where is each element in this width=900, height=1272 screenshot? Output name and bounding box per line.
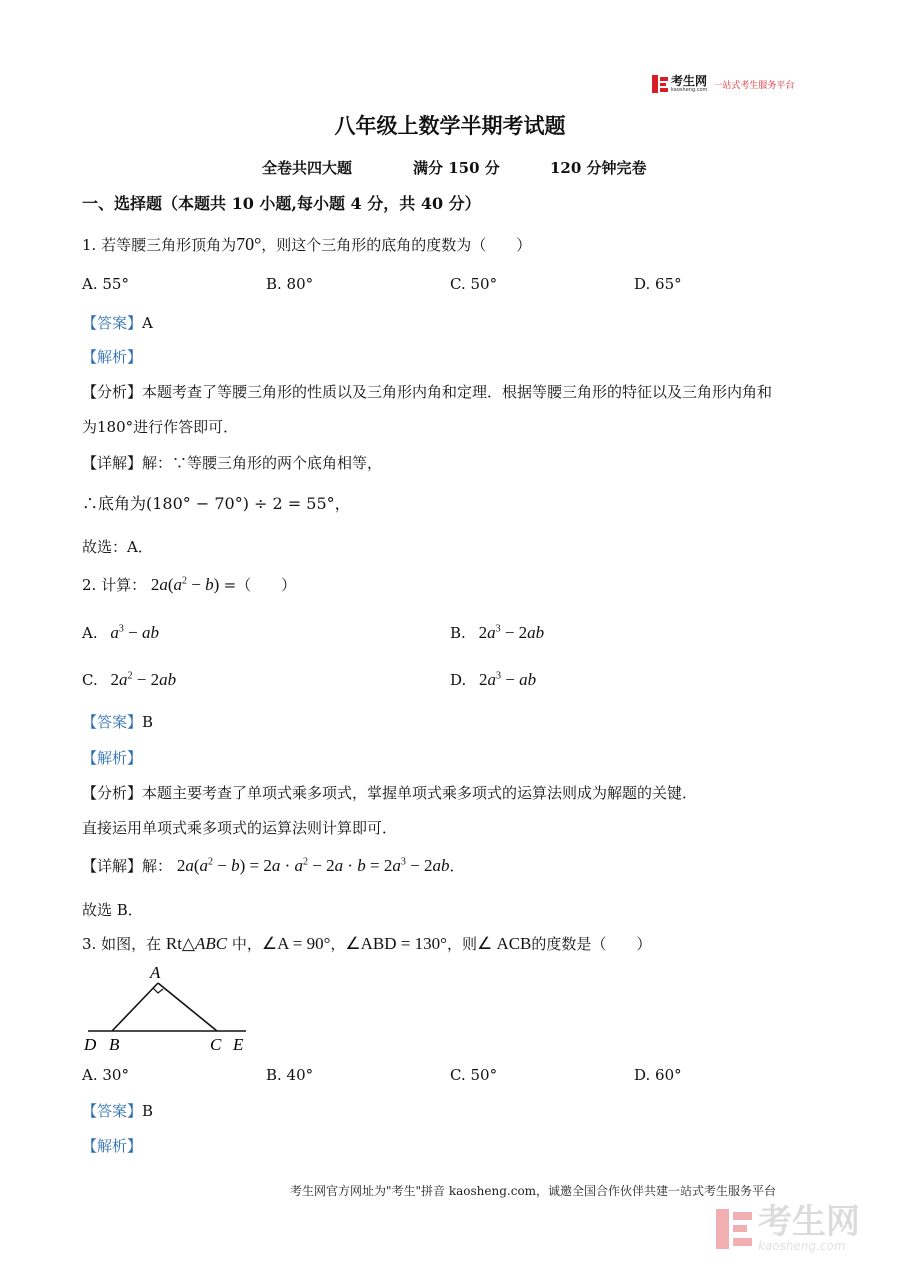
q1-fenxi-line2: 为180°进行作答即可．	[82, 418, 239, 436]
q1-answer	[82, 312, 153, 333]
q3-angle-abd: ∠ABD = 130°	[345, 934, 447, 953]
fenxi-text: 本题主要考查了单项式乘多项式，掌握单项式乘多项式的运算法则成为解题的关键．	[142, 784, 698, 802]
side-ab	[112, 983, 158, 1031]
page-title: 八年级上数学半期考试题	[334, 113, 566, 138]
watermark-logo-icon	[716, 1209, 752, 1249]
q2-expression: $2a(a^2 - b)$	[150, 575, 224, 594]
q3-triangle-figure	[80, 962, 260, 1054]
detail-text: 解：∵等腰三角形的两个底角相等，	[142, 454, 383, 472]
label-a: A	[150, 963, 161, 982]
option-math: $a^3$ − ab	[110, 623, 159, 642]
q1-option-a: A. 55°	[82, 275, 129, 293]
q1-stem	[82, 234, 531, 255]
q2-conclusion: 故选 B．	[82, 901, 143, 919]
detail-tag: 【详解】	[82, 454, 143, 472]
q2-stem-prefix: 2. 计算：	[82, 576, 147, 594]
logo-brand: 考生网	[671, 73, 708, 88]
analysis-tag: 【解析】	[82, 749, 143, 767]
q2-option-d	[450, 670, 536, 690]
label-b: B	[109, 1035, 120, 1054]
q3-answer	[82, 1100, 153, 1121]
q1-fenxi-line1	[82, 381, 772, 402]
logo-slogan: 一站式考生服务平台	[713, 80, 795, 91]
q1-detail-line1	[82, 452, 382, 473]
option-math: $2a^2 - 2ab$	[110, 670, 177, 689]
answer-tag: 【答案】	[82, 713, 143, 731]
label-e: E	[233, 1035, 244, 1054]
q3-option-a: A. 30°	[82, 1066, 129, 1084]
option-math: $2a^3 - 2ab$	[478, 623, 545, 642]
answer-value: B	[142, 1102, 154, 1120]
footer-text: 考生网官方网址为"考生"拼音 kaosheng.com，诚邀全国合作伙伴共建一站式考生服务平台	[290, 1184, 777, 1198]
q2-stem	[82, 574, 296, 595]
watermark	[716, 1202, 860, 1253]
right-angle-mark	[153, 988, 163, 993]
q2-detail-math: $2a(a^2 - b) = 2a \cdot a^2 - 2a \cdot b = 2a^3 - 2ab$	[176, 856, 450, 875]
q3-option-d: D. 60°	[634, 1066, 682, 1084]
label-d: D	[84, 1035, 97, 1054]
watermark-text: 考生网	[758, 1202, 860, 1242]
q1-option-b: B. 80°	[266, 275, 314, 293]
q1-detail-line2: ∴底角为(180° − 70°) ÷ 2 = 55°，	[82, 494, 351, 513]
logo-icon	[652, 75, 668, 93]
option-letter: B.	[450, 624, 466, 642]
label-c: C	[210, 1035, 222, 1054]
q2-answer	[82, 711, 153, 732]
q3-option-b: B. 40°	[266, 1066, 314, 1084]
q1-stem-math: 70°	[236, 234, 262, 254]
q3-angle-acb: ∠ ACB	[476, 934, 532, 953]
q1-option-d: D. 65°	[634, 275, 682, 293]
option-letter: A.	[82, 624, 98, 642]
answer-tag: 【答案】	[82, 1102, 143, 1120]
fenxi-tag: 【分析】	[82, 383, 143, 401]
q3-sep: ，	[330, 935, 346, 953]
detail-prefix: 解：	[142, 857, 173, 875]
q2-option-b	[450, 623, 544, 643]
subtitle-part: 满分 150 分	[413, 159, 500, 177]
analysis-tag: 【解析】	[82, 348, 143, 366]
q2-stem-suffix: =（ ）	[223, 576, 297, 594]
detail-tag: 【详解】	[82, 857, 143, 875]
q2-option-a	[82, 623, 159, 643]
q2-fenxi-line2: 直接运用单项式乘多项式的运算法则计算即可．	[82, 819, 398, 837]
q3-angle-a: ∠A = 90°	[261, 934, 331, 953]
subtitle-part: 全卷共四大题	[262, 159, 353, 177]
q3-abc: ABC	[195, 934, 228, 953]
side-ac	[158, 983, 217, 1031]
option-letter: C.	[82, 671, 98, 689]
header-logo	[652, 73, 794, 95]
q3-stem-tail: ，则	[446, 935, 477, 953]
answer-value: A	[142, 314, 153, 332]
logo-brand-sub: kaosheng.com	[671, 86, 708, 93]
q3-stem-end: 的度数是（ ）	[531, 935, 652, 953]
section-heading: 一、选择题（本题共 10 小题,每小题 4 分，共 40 分）	[82, 194, 481, 213]
option-math: $2a^3$ − ab	[479, 670, 537, 689]
q1-stem-prefix: 1. 若等腰三角形顶角为	[82, 236, 237, 254]
q3-rt: Rt△	[165, 934, 196, 953]
q3-stem-prefix: 3. 如图，在	[82, 935, 162, 953]
q1-option-c: C. 50°	[450, 275, 498, 293]
analysis-tag: 【解析】	[82, 1137, 143, 1155]
watermark-sub: kaosheng.com	[758, 1239, 846, 1253]
answer-tag: 【答案】	[82, 314, 143, 332]
q3-option-c: C. 50°	[450, 1066, 498, 1084]
q2-detail: 【详解】解： $2a(a^2 - b) = 2a \cdot a^2 - 2a \cdot b = 2a^3 - 2ab$．	[82, 856, 465, 875]
fenxi-text: 本题考查了等腰三角形的性质以及三角形内角和定理．根据等腰三角形的特征以及三角形内角和	[142, 383, 773, 401]
q3-stem	[82, 933, 651, 954]
q2-fenxi-line1	[82, 782, 697, 803]
q1-conclusion: 故选：A．	[82, 538, 153, 556]
fenxi-tag: 【分析】	[82, 784, 143, 802]
q3-stem-mid: 中，	[231, 935, 262, 953]
q1-stem-suffix: ，则这个三角形的底角的度数为（ ）	[261, 236, 532, 254]
subtitle-part: 120 分钟完卷	[550, 159, 647, 177]
option-letter: D.	[450, 671, 467, 689]
q2-option-c	[82, 670, 176, 690]
answer-value: B	[142, 713, 154, 731]
